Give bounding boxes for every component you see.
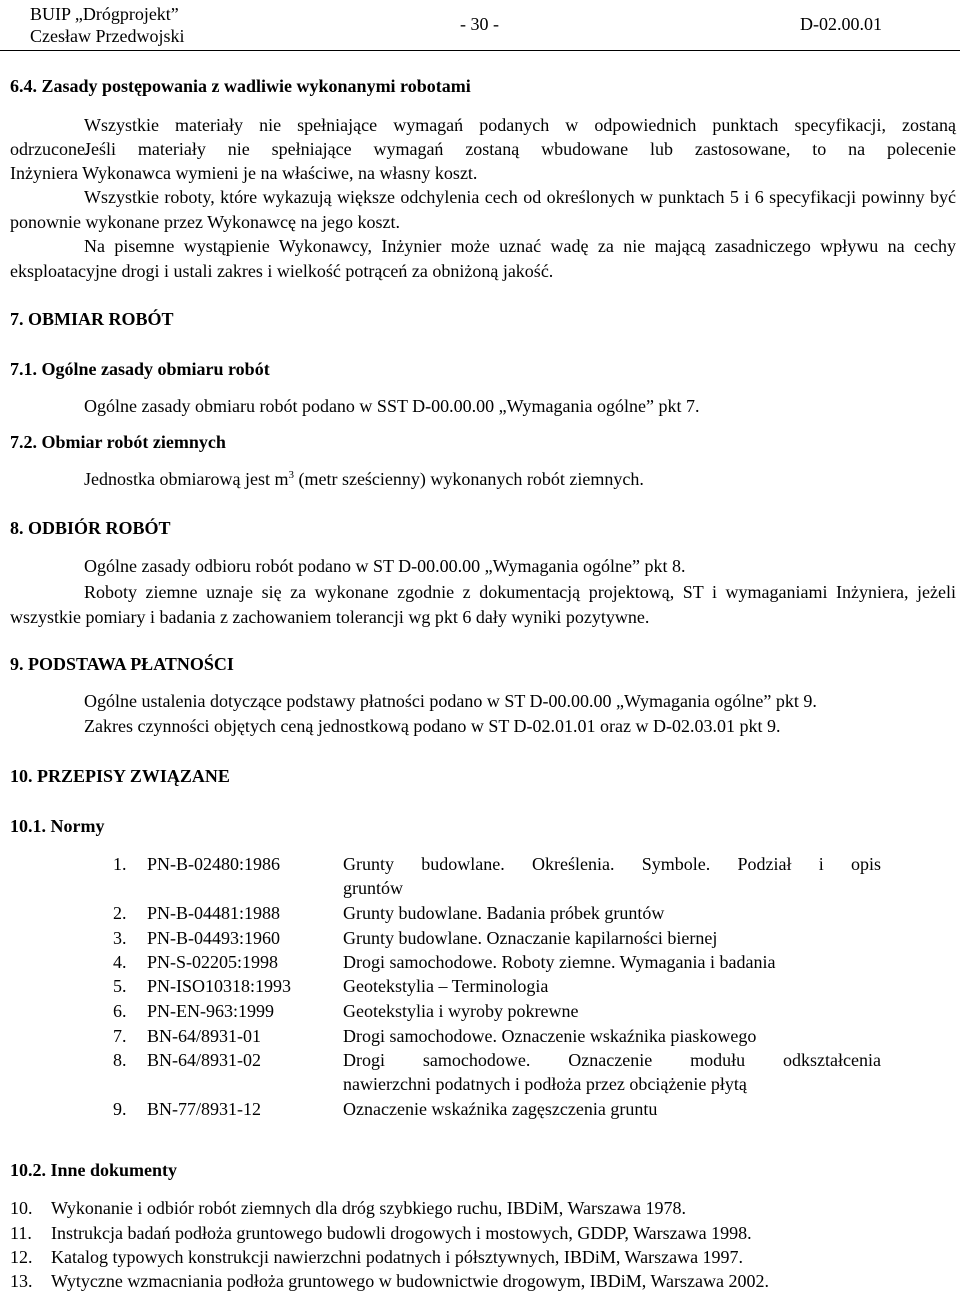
document-text: Instrukcja badań podłoża gruntowego budowli drogowych i mostowych, GDDP, Warszawa 1998.: [51, 1223, 752, 1243]
norm-number: 7.: [113, 1026, 127, 1046]
norm-description: Oznaczenie wskaźnika zagęszczenia gruntu: [343, 1099, 658, 1119]
section-10-2-heading: 10.2. Inne dokumenty: [10, 1160, 178, 1180]
norm-description: Grunty budowlane. Określenia. Symbole. Podział i opis: [343, 854, 881, 874]
section-6-4-p1-line2b: Jeśli materiały nie spełniające wymagań zostaną wbudowane lub zastosowane, to na polecenie: [84, 139, 956, 159]
norm-code: PN-B-02480:1986: [147, 854, 281, 874]
document-number: 12.: [10, 1247, 33, 1267]
norm-description: Grunty budowlane. Badania próbek gruntów: [343, 903, 665, 923]
norm-description-continuation: gruntów: [343, 878, 403, 898]
norm-number: 4.: [113, 952, 127, 972]
section-6-4-p1-line3: Inżyniera Wykonawca wymieni je na właściwe, na własny koszt.: [10, 163, 478, 183]
norm-number: 6.: [113, 1001, 127, 1021]
norm-code: BN-64/8931-02: [147, 1050, 261, 1070]
section-8-text1: Ogólne zasady odbioru robót podano w ST D-00.00.00 „Wymagania ogólne” pkt 8.: [84, 556, 686, 576]
norm-number: 2.: [113, 903, 127, 923]
norm-description: Geotekstylia – Terminologia: [343, 976, 549, 996]
norm-row: [0, 901, 960, 925]
section-9-heading: 9. PODSTAWA PŁATNOŚCI: [10, 654, 234, 674]
document-row: [0, 1196, 960, 1220]
norm-code: PN-B-04481:1988: [147, 903, 281, 923]
norm-row: [0, 1024, 960, 1048]
norm-row-continuation: [0, 876, 960, 900]
section-9-text1: Ogólne ustalenia dotyczące podstawy płatności podano w ST D-00.00.00 „Wymagania ogólne” pkt 9.: [84, 691, 817, 711]
document-text: Wytyczne wzmacniania podłoża gruntowego w budownictwie drogowym, IBDiM, Warszawa 2002.: [51, 1271, 769, 1291]
header-company: BUIP „Drógprojekt”: [30, 4, 179, 24]
header-rule: [0, 50, 960, 51]
section-6-4-p1-line2a: odrzucone.: [10, 139, 90, 159]
norm-description: Drogi samochodowe. Oznaczenie modułu odkształcenia: [343, 1050, 881, 1070]
norm-row: [0, 950, 960, 974]
norm-code: PN-EN-963:1999: [147, 1001, 274, 1021]
header-page-number: - 30 -: [460, 14, 499, 34]
section-7-1-heading: 7.1. Ogólne zasady obmiaru robót: [10, 359, 270, 379]
norm-number: 3.: [113, 928, 127, 948]
section-6-4-p3: Na pisemne wystąpienie Wykonawcy, Inżynier może uznać wadę za nie mającą zasadniczego wpływu na cechy eksploatacyjne drogi i ustali zakres i wielkość potrąceń za obniżoną jakość.: [10, 236, 956, 281]
norm-row: [0, 926, 960, 950]
header-doc-code: D-02.00.01: [800, 14, 882, 34]
section-6-4-p2: Wszystkie roboty, które wykazują większe odchylenia cech od określonych w punktach 5 i 6 specyfikacji powinny być ponownie wykonane przez Wykonawcę na jego koszt.: [10, 187, 956, 232]
section-10-heading: 10. PRZEPISY ZWIĄZANE: [10, 766, 230, 786]
norm-number: 5.: [113, 976, 127, 996]
norm-description: Drogi samochodowe. Oznaczenie wskaźnika piaskowego: [343, 1026, 757, 1046]
document-row: [0, 1245, 960, 1269]
section-8-heading: 8. ODBIÓR ROBÓT: [10, 518, 171, 538]
section-6-4-p1-line1: Wszystkie materiały nie spełniające wymagań podanych w odpowiednich punktach specyfikacji, zostaną: [84, 115, 956, 135]
norm-row: [0, 974, 960, 998]
document-text: Wykonanie i odbiór robót ziemnych dla dróg szybkiego ruchu, IBDiM, Warszawa 1978.: [51, 1198, 686, 1218]
norm-description-continuation: nawierzchni podatnych i podłoża przez obciążenie płytą: [343, 1074, 747, 1094]
norm-code: PN-S-02205:1998: [147, 952, 279, 972]
norm-row: [0, 852, 960, 876]
norm-code: BN-64/8931-01: [147, 1026, 261, 1046]
document-number: 13.: [10, 1271, 33, 1291]
norm-number: 1.: [113, 854, 127, 874]
section-7-heading: 7. OBMIAR ROBÓT: [10, 309, 174, 329]
document-text: Katalog typowych konstrukcji nawierzchni podatnych i półsztywnych, IBDiM, Warszawa 1997.: [51, 1247, 744, 1267]
norm-row: [0, 1097, 960, 1121]
norm-number: 9.: [113, 1099, 127, 1119]
section-7-1-text: Ogólne zasady obmiaru robót podano w SST D-00.00.00 „Wymagania ogólne” pkt 7.: [84, 396, 700, 416]
document-row: [0, 1221, 960, 1245]
norm-code: BN-77/8931-12: [147, 1099, 261, 1119]
norm-description: Geotekstylia i wyroby pokrewne: [343, 1001, 579, 1021]
document-number: 11.: [10, 1223, 32, 1243]
norm-number: 8.: [113, 1050, 127, 1070]
section-9-text2: Zakres czynności objętych ceną jednostkową podano w ST D-02.01.01 oraz w D-02.03.01 pkt 9.: [84, 716, 781, 736]
document-number: 10.: [10, 1198, 33, 1218]
norm-code: PN-B-04493:1960: [147, 928, 281, 948]
section-7-2-text: Jednostka obmiarową jest $m^3$ (metr sześcienny) wykonanych robót ziemnych.: [84, 469, 644, 489]
norm-code: PN-ISO10318:1993: [147, 976, 292, 996]
norm-description: Drogi samochodowe. Roboty ziemne. Wymagania i badania: [343, 952, 776, 972]
norm-row: [0, 1048, 960, 1072]
section-7-2-heading: 7.2. Obmiar robót ziemnych: [10, 432, 226, 452]
norm-row-continuation: [0, 1072, 960, 1096]
section-8-text2: Roboty ziemne uznaje się za wykonane zgodnie z dokumentacją projektową, ST i wymaganiami Inżyniera, jeżeli wszystkie pomiary i badania z zachowaniem tolerancji wg pkt 6 dały wyniki pozytywne.: [10, 582, 956, 627]
norm-description: Grunty budowlane. Oznaczanie kapilarności biernej: [343, 928, 718, 948]
document-row: [0, 1269, 960, 1293]
norm-row: [0, 999, 960, 1023]
section-10-1-heading: 10.1. Normy: [10, 816, 105, 836]
header-author: Czesław Przedwojski: [30, 26, 185, 46]
section-6-4-heading: 6.4. Zasady postępowania z wadliwie wykonanymi robotami: [10, 76, 471, 96]
